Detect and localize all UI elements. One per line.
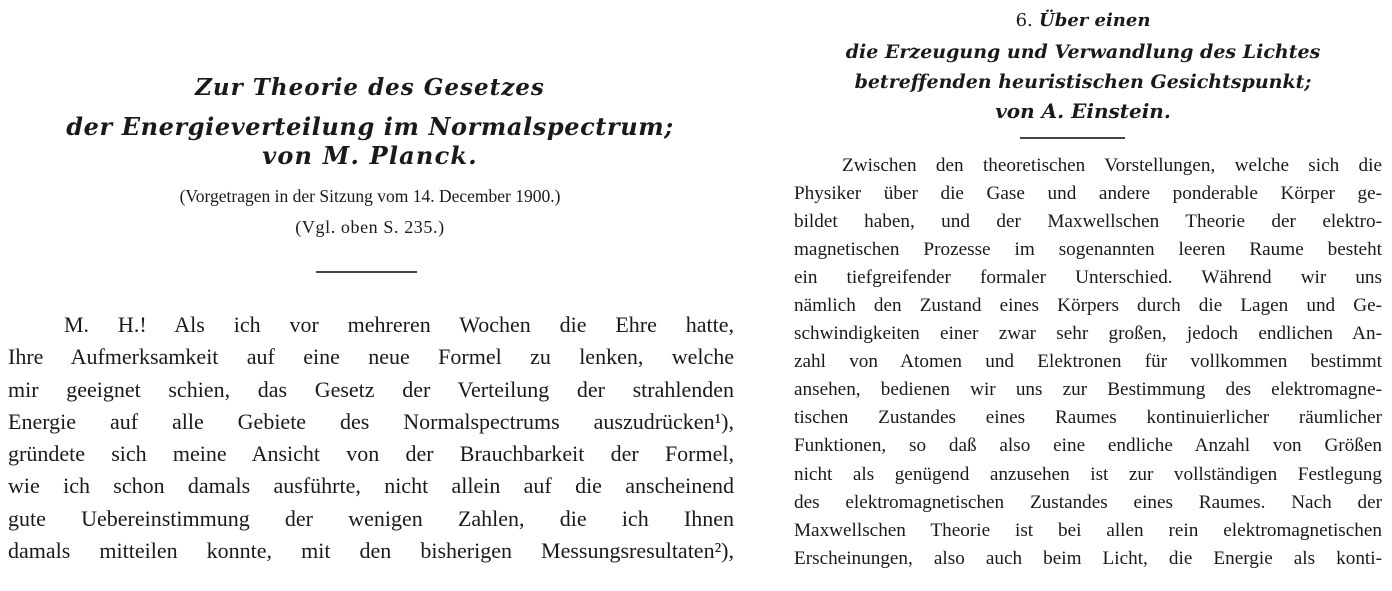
einstein-body-line: magnetischen Prozesse im sogenannten leeren Raume besteht [794, 239, 1382, 261]
einstein-article-number: 6. [1015, 10, 1033, 31]
planck-body-line: mir geeignet schien, das Gesetz der Verteilung der strahlenden [8, 376, 734, 402]
planck-body [8, 309, 734, 567]
planck-body-line: wie ich schon damals ausführte, nicht allein auf die anscheinend [8, 473, 734, 499]
einstein-body-line: ein tiefgreifender formaler Unterschied. Während wir uns [794, 267, 1382, 289]
einstein-author-line: von A. Einstein. [995, 99, 1171, 123]
planck-body-line: Energie auf alle Gebiete des Normalspectrums auszudrücken¹), [8, 408, 734, 434]
planck-body-line: gründete sich meine Ansicht von der Brauchbarkeit der Formel, [8, 441, 734, 467]
planck-body-line: damals mitteilen konnte, mit den bisherigen Messungsresultaten²), [8, 538, 734, 564]
einstein-body-line: Funktionen, so daß also eine endliche Anzahl von Größen [794, 435, 1382, 457]
einstein-body-line: Zwischen den theoretischen Vorstellungen, welche sich die [842, 155, 1382, 176]
einstein-title-start: Über einen [1039, 10, 1151, 31]
planck-body-line: Ihre Aufmerksamkeit auf eine neue Formel zu lenken, welche [8, 344, 734, 370]
einstein-body-line: schwindigkeiten einer zwar sehr großen, jedoch endlichen An- [794, 323, 1382, 345]
planck-divider [316, 271, 417, 273]
planck-presentation-note: (Vorgetragen in der Sitzung vom 14. December 1900.) [179, 186, 561, 206]
einstein-body-line: bildet haben, und der Maxwellschen Theorie der elektro- [794, 211, 1382, 233]
einstein-body-line: tischen Zustandes eines Raumes kontinuierlicher räumlicher [794, 407, 1382, 429]
einstein-body-line: Physiker über die Gase und andere ponderable Körper ge- [794, 183, 1382, 205]
einstein-title-line-2: die Erzeugung und Verwandlung des Lichtes [845, 41, 1321, 63]
planck-title-line-1: Zur Theorie des Gesetzes [195, 74, 545, 101]
einstein-divider [1020, 137, 1125, 139]
einstein-body-line: zahl von Atomen und Elektronen für vollkommen bestimmt [794, 351, 1382, 373]
planck-body-line: M. H.! Als ich vor mehreren Wochen die Ehre hatte, [64, 312, 734, 337]
einstein-body [794, 152, 1382, 573]
einstein-body-line: nicht als genügend anzusehen ist zur vollständigen Festlegung [794, 463, 1382, 485]
einstein-body-line: des elektromagnetischen Zustandes eines Raumes. Nach der [794, 491, 1382, 513]
planck-title-line-2: der Energieverteilung im Normalspectrum; [66, 112, 674, 141]
planck-author-line: von M. Planck. [262, 141, 478, 170]
planck-reference: (Vgl. oben S. 235.) [295, 217, 445, 237]
einstein-body-line: Maxwellschen Theorie ist bei allen rein elektromagnetischen [794, 519, 1382, 541]
einstein-body-line: nämlich den Zustand eines Körpers durch die Lagen und Ge- [794, 295, 1382, 317]
planck-body-line: gute Uebereinstimmung der wenigen Zahlen, die ich Ihnen [8, 505, 734, 531]
einstein-title-line-3: betreffenden heuristischen Gesichtspunkt; [854, 71, 1312, 93]
einstein-title-line-1 [780, 10, 1386, 31]
einstein-body-line: Erscheinungen, also auch beim Licht, die Energie als konti- [794, 547, 1382, 569]
einstein-body-line: ansehen, bedienen wir uns zur Bestimmung des elektromagne- [794, 379, 1382, 401]
